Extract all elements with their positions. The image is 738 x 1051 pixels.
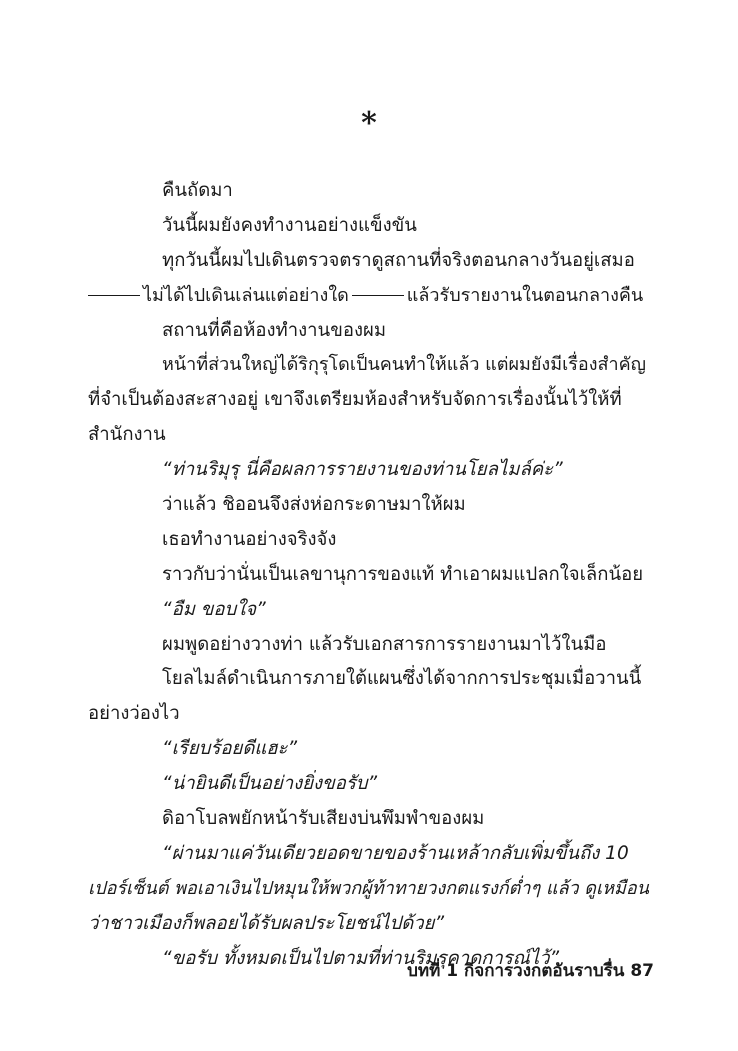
- body-text: [88, 174, 654, 976]
- paragraph-line: สถานที่คือห้องทำงานของผม: [162, 319, 387, 341]
- paragraph-line: หน้าที่ส่วนใหญ่ได้ริกุรุโดเป็นคนทำให้แล้ว แต่ผมยังมีเรื่องสำคัญ: [162, 354, 646, 376]
- section-separator: *: [361, 106, 377, 141]
- paragraph-line: ราวกับว่านั่นเป็นเลขานุการของแท้ ทำเอาผมแปลกใจเล็กน้อย: [162, 563, 644, 585]
- paragraph-line: เธอทำงานอย่างจริงจัง: [162, 528, 337, 550]
- dash-segment-text: แล้วรับรายงานในตอนกลางคืน: [406, 284, 644, 306]
- paragraph-line: ดิอาโบลพยักหน้ารับเสียงบ่นพึมพำของผม: [162, 808, 485, 830]
- dialogue-line: “ท่านริมุรุ นี่คือผลการรายงานของท่านโยลไมล์ค่ะ”: [162, 459, 563, 481]
- paragraph-line: อย่างว่องไว: [88, 703, 180, 725]
- dialogue-line: ว่าชาวเมืองก็พลอยได้รับผลประโยชน์ไปด้วย”: [88, 912, 445, 934]
- em-dash: [352, 295, 404, 296]
- paragraph-line-with-dashes: [88, 279, 654, 314]
- paragraph-line: โยลไมล์ดำเนินการภายใต้แผนซึ่งได้จากการประชุมเมื่อวานนี้: [162, 668, 642, 690]
- paragraph-line: คืนถัดมา: [162, 180, 233, 201]
- dialogue-line: “อืม ขอบใจ”: [162, 598, 266, 620]
- dialogue-line: “น่ายินดีเป็นอย่างยิ่งขอรับ”: [162, 773, 378, 795]
- paragraph-line: ว่าแล้ว ชิออนจึงส่งห่อกระดาษมาให้ผม: [162, 494, 466, 516]
- dialogue-line: “ขอรับ ทั้งหมดเป็นไปตามที่ท่านริมุรุคาดการณ์ไว้”: [162, 947, 560, 969]
- em-dash: [88, 295, 140, 296]
- dash-segment-text: ไม่ได้ไปเดินเล่นแต่อย่างใด: [143, 284, 349, 306]
- paragraph-line: ผมพูดอย่างวางท่า แล้วรับเอกสารการรายงานมาไว้ในมือ: [162, 633, 607, 655]
- dialogue-line: “ผ่านมาแค่วันเดียวยอดขายของร้านเหล้ากลับเพิ่มขึ้นถึง 10: [162, 842, 629, 864]
- dialogue-line: เปอร์เซ็นต์ พอเอาเงินไปหมุนให้พวกผู้ท้าทายวงกตแรงก์ต่ำๆ แล้ว ดูเหมือน: [88, 877, 649, 899]
- dialogue-line: “เรียบร้อยดีแฮะ”: [162, 738, 298, 760]
- paragraph-line: ทุกวันนี้ผมไปเดินตรวจตราดูสถานที่จริงตอนกลางวันอยู่เสมอ: [162, 249, 635, 271]
- page-footer: บทที่ 1 กิจการวงกตอันราบรื่น 87: [407, 961, 654, 981]
- paragraph-line: ที่จำเป็นต้องสะสางอยู่ เขาจึงเตรียมห้องสำหรับจัดการเรื่องนั้นไว้ให้ที่: [88, 389, 622, 411]
- paragraph-line: วันนี้ผมยังคงทำงานอย่างแข็งขัน: [162, 214, 417, 236]
- paragraph-line: สำนักงาน: [88, 424, 166, 446]
